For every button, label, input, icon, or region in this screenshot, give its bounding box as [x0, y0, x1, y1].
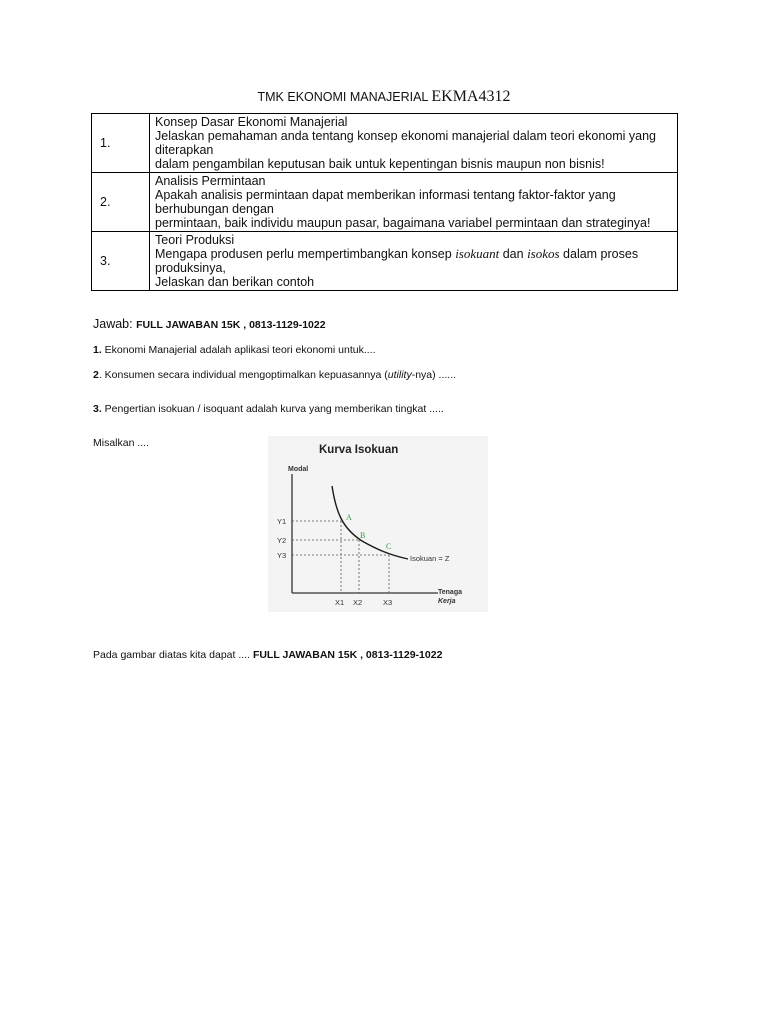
x-tick-label: X2 [353, 598, 363, 607]
isoquant-figure [268, 436, 488, 612]
term-utility: utility [387, 369, 412, 381]
question-cell [150, 114, 678, 173]
course-code: EKMA4312 [431, 88, 511, 105]
y-axis-label: Modal [288, 466, 309, 473]
table-row [92, 114, 678, 173]
y-tick-label: Y2 [277, 536, 287, 545]
question-text [155, 247, 673, 275]
term-isokuant: isokuant [455, 246, 500, 261]
answer-text: . Konsumen secara individual mengoptimalkan kepuasannya ( [98, 369, 388, 381]
figure-title: Kurva Isokuan [319, 444, 399, 456]
x-tick-label: X3 [383, 598, 393, 607]
answer-text: Pengertian isokuan / isoquant adalah kurva yang memberikan tingkat ..... [101, 403, 444, 415]
title-prefix: TMK EKONOMI MANAJERIAL [257, 90, 432, 104]
question-text: Jelaskan pemahaman anda tentang konsep ekonomi manajerial dalam teori ekonomi yang diterapkan [155, 129, 657, 157]
answer-text: -nya) ...... [411, 369, 457, 381]
x-axis-label-line1: Tenaga [438, 589, 462, 596]
question-text: Jelaskan dan berikan contoh [155, 275, 315, 289]
answer-label: Jawab: [93, 317, 137, 331]
question-topic: Analisis Permintaan [155, 174, 266, 188]
point-label-c: C [386, 542, 392, 551]
y-tick-label: Y3 [277, 551, 287, 560]
point-label-a: A [346, 513, 352, 522]
table-row [92, 232, 678, 291]
closing-promo: FULL JAWABAN 15K , 0813-1129-1022 [252, 649, 443, 661]
question-cell [150, 173, 678, 232]
answer-text: Ekonomi Manajerial adalah aplikasi teori ekonomi untuk.... [101, 344, 376, 356]
curve-label: Isokuan = Z [410, 554, 450, 563]
question-text: dalam pengambilan keputusan baik untuk kepentingan bisnis maupun non bisnis! [155, 157, 605, 171]
question-text: Apakah analisis permintaan dapat memberikan informasi tentang faktor-faktor yang berhubungan dengan [155, 188, 616, 216]
question-text-part: Mengapa produsen perlu mempertimbangkan konsep [155, 247, 456, 261]
question-number: 1. [92, 114, 150, 173]
answer-number: 1. [93, 344, 102, 356]
answer-2 [93, 369, 456, 381]
answer-header [93, 317, 326, 331]
question-text: permintaan, baik individu maupun pasar, bagaimana variabel permintaan dan strateginya! [155, 216, 651, 230]
question-cell [150, 232, 678, 291]
table-row [92, 173, 678, 232]
closing-text: Pada gambar diatas kita dapat .... [93, 649, 253, 661]
answer-3 [93, 403, 444, 415]
question-text-part: dalam proses produksinya, [155, 247, 639, 275]
figure-background [268, 436, 488, 612]
y-tick-label: Y1 [277, 517, 287, 526]
question-topic: Teori Produksi [155, 233, 235, 247]
question-topic: Konsep Dasar Ekonomi Manajerial [155, 115, 348, 129]
question-text-part: dan [499, 247, 528, 261]
question-number: 3. [92, 232, 150, 291]
question-number: 2. [92, 173, 150, 232]
x-axis-label-line2: Kerja [438, 598, 456, 605]
answer-number: 2 [93, 369, 99, 381]
x-tick-label: X1 [335, 598, 345, 607]
answer-number: 3. [93, 403, 102, 415]
closing-line [93, 649, 442, 661]
point-label-b: B [360, 531, 366, 540]
answer-1 [93, 344, 376, 356]
document-title [0, 88, 768, 106]
term-isokos: isokos [527, 246, 560, 261]
questions-table [91, 113, 678, 291]
example-label: Misalkan .... [93, 437, 150, 449]
promo-text: FULL JAWABAN 15K , 0813-1129-1022 [136, 319, 326, 331]
